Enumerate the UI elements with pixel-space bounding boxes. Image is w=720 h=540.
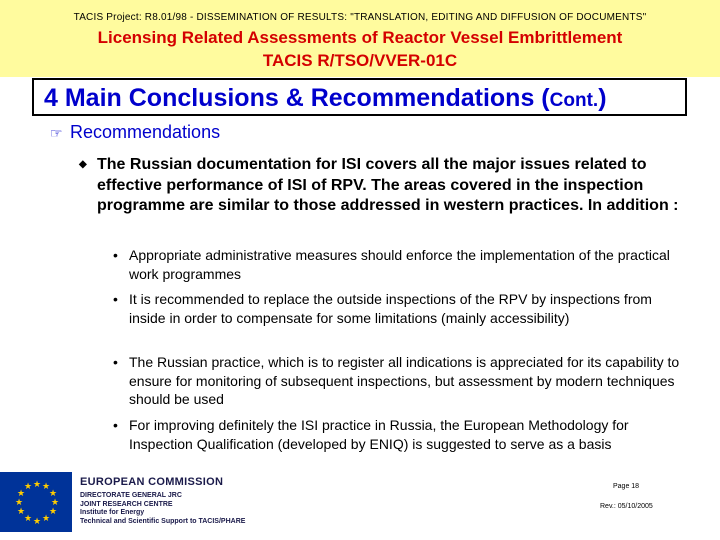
section-title-text: 4 Main Conclusions & Recommendations ( — [44, 84, 550, 112]
svg-text:★: ★ — [17, 507, 26, 517]
sub-bullet-4 — [113, 416, 689, 453]
eu-stars-ring — [0, 472, 72, 532]
svg-text:★: ★ — [49, 507, 58, 517]
svg-text:★: ★ — [15, 498, 24, 508]
recommendations-heading-text: Recommendations — [70, 122, 221, 142]
sub-bullet-text: It is recommended to replace the outside inspections of the RPV by inspections from inside in order to compensate for some limitations (mainly accessibility) — [129, 291, 652, 326]
revision-date: Rev.: 05/10/2005 — [600, 503, 653, 510]
diamond-bullet-icon: ◆ — [79, 159, 87, 170]
sub-bullet-text: Appropriate administrative measures should enforce the implementation of the practical work programmes — [129, 247, 670, 282]
project-line: TACIS Project: R8.01/98 - DISSEMINATION OF RESULTS: "TRANSLATION, EDITING AND DIFFUSION OF DOCUMENTS" — [73, 12, 647, 23]
ec-line: Technical and Scientific Support to TACIS/PHARE — [80, 517, 246, 525]
section-title-box — [32, 78, 687, 116]
section-title-close: ) — [598, 84, 607, 112]
header-banner — [0, 0, 720, 77]
bullet-dot-icon: • — [113, 354, 118, 370]
bullet-dot-icon: • — [113, 417, 118, 433]
pointing-hand-icon: ☞ — [50, 125, 63, 141]
sub-bullet-text: The Russian practice, which is to register all indications is appreciated for its capability to ensure for monitoring of subsequent inspections, but assessment by modern techniques should be used — [129, 354, 680, 407]
ec-line: JOINT RESEARCH CENTRE — [80, 500, 173, 508]
sub-bullet-text: For improving definitely the ISI practice in Russia, the European Methodology for Inspection Qualification (developed by ENIQ) is suggested to serve as a basis — [129, 417, 629, 452]
svg-text:★: ★ — [33, 517, 42, 527]
main-bullet-text: The Russian documentation for ISI covers all the major issues related to effective performance of ISI of RPV. The areas covered in the inspection programme are similar to those addressed in western practices. In addition : — [97, 156, 679, 214]
main-bullet — [79, 155, 697, 217]
ec-title: EUROPEAN COMMISSION — [80, 476, 224, 488]
svg-text:★: ★ — [42, 482, 51, 492]
eu-flag-icon — [0, 472, 72, 532]
recommendations-heading — [50, 122, 220, 143]
section-title — [44, 84, 607, 113]
svg-text:★: ★ — [49, 489, 58, 499]
svg-text:★: ★ — [51, 498, 60, 508]
svg-text:★: ★ — [33, 480, 42, 490]
section-title-cont: Cont. — [549, 90, 599, 111]
page-number: Page 18 — [613, 483, 640, 490]
sub-bullet-1 — [113, 246, 689, 283]
sub-bullet-2 — [113, 290, 689, 327]
bullet-dot-icon: • — [113, 291, 118, 307]
ec-block — [80, 476, 245, 526]
svg-text:★: ★ — [24, 482, 33, 492]
presentation-title: Licensing Related Assessments of Reactor Vessel Embrittlement — [97, 28, 623, 47]
svg-text:★: ★ — [17, 489, 26, 499]
ec-line: DIRECTORATE GENERAL JRC — [80, 492, 182, 499]
bullet-dot-icon: • — [113, 247, 118, 263]
project-code: TACIS R/TSO/VVER-01C — [262, 51, 458, 70]
svg-text:★: ★ — [42, 514, 51, 524]
sub-bullet-3 — [113, 353, 689, 409]
ec-line: Institute for Energy — [80, 509, 145, 516]
svg-text:★: ★ — [24, 514, 33, 524]
